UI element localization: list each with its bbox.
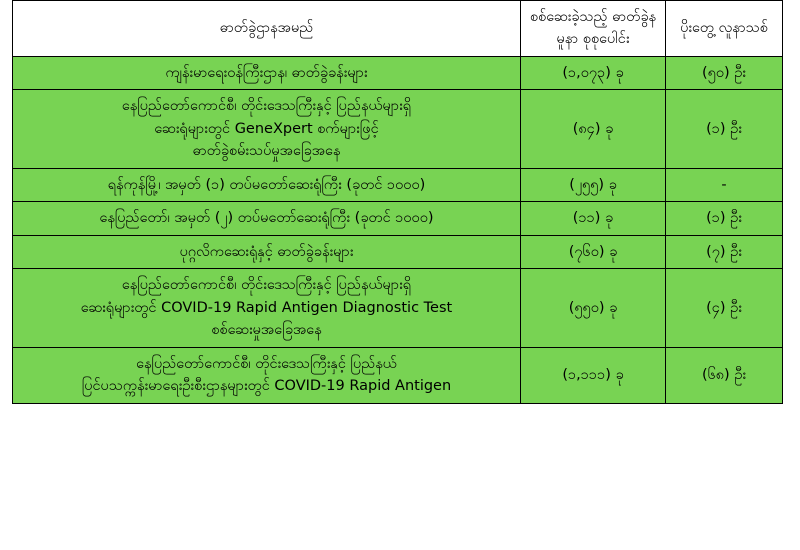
table-row (13, 235, 783, 268)
cell-total-samples: (၂၅၅) ခု (521, 168, 666, 201)
table-header-row (13, 1, 783, 57)
cell-new-cases: (၁) ဦး (666, 90, 783, 168)
cell-total-samples: (၈၄) ခု (521, 90, 666, 168)
lab-name-line: နေပြည်တော်ကောင်စီ၊ တိုင်းဒေသကြီးနှင့် ပြည်နယ် (136, 355, 397, 372)
cell-lab-name (13, 168, 521, 201)
cell-new-cases: (၄) ဦး (666, 269, 783, 347)
table-body (13, 56, 783, 403)
lab-name-line: ပုဂ္ဂလိကဆေးရုံနှင့် ဓာတ်ခွဲခန်းများ (179, 243, 354, 260)
table-row (13, 56, 783, 89)
table-row (13, 168, 783, 201)
cell-total-samples: (၅၅၀) ခု (521, 269, 666, 347)
cell-lab-name (13, 56, 521, 89)
cell-new-cases: (၅၀) ဦး (666, 56, 783, 89)
cell-total-samples: (၁,၀၇၃) ခု (521, 56, 666, 89)
cell-lab-name (13, 235, 521, 268)
cell-total-samples: (၇၆၀) ခု (521, 235, 666, 268)
column-header-new-cases: ပိုးတွေ့ လူနာသစ် (666, 1, 783, 57)
table-row (13, 347, 783, 403)
lab-name-line: ဆေးရုံများတွင် COVID-19 Rapid Antigen Diagnostic Test (80, 299, 453, 316)
cell-lab-name (13, 269, 521, 347)
lab-name-line: ကျန်းမာရေးဝန်ကြီးဌာန၊ ဓာတ်ခွဲခန်းများ (165, 64, 368, 81)
table-row (13, 269, 783, 347)
cell-new-cases: (၇) ဦး (666, 235, 783, 268)
lab-name-line: နေပြည်တော်ကောင်စီ၊ တိုင်းဒေသကြီးနှင့် ပြည်နယ်များရှိ (121, 277, 412, 294)
cell-new-cases: (၆၈) ဦး (666, 347, 783, 403)
lab-results-table (12, 0, 783, 404)
cell-new-cases: - (666, 168, 783, 201)
lab-name-line: ဓာတ်ခွဲစမ်းသပ်မှုအခြေအနေ (192, 143, 341, 160)
table-header (13, 1, 783, 57)
cell-total-samples: (၁၁) ခု (521, 202, 666, 235)
column-header-lab-name: ဓာတ်ခွဲဌာနအမည် (13, 1, 521, 57)
table-row (13, 202, 783, 235)
column-header-total-samples: စစ်ဆေးခဲ့သည့် ဓာတ်ခွဲနမူနာ စုစုပေါင်း (521, 1, 666, 57)
lab-name-line: စစ်ဆေးမှုအခြေအနေ (211, 322, 322, 339)
cell-new-cases: (၁) ဦး (666, 202, 783, 235)
cell-lab-name (13, 347, 521, 403)
lab-name-line: နေပြည်တော်ကောင်စီ၊ တိုင်းဒေသကြီးနှင့် ပြည်နယ်များရှိ (121, 98, 412, 115)
cell-lab-name (13, 202, 521, 235)
lab-name-line: ဆေးရုံများတွင် GeneXpert စက်များဖြင့် (154, 120, 379, 137)
lab-name-line: ရန်ကုန်မြို့၊ အမှတ် (၁) တပ်မတော်ဆေးရုံကြီး (ခုတင် ၁၀၀၀) (107, 176, 426, 193)
lab-name-line: ပြင်ပသက္ကန်းမာရေးဦးစီးဌာနများတွင် COVID-19 Rapid Antigen (81, 378, 452, 395)
cell-total-samples: (၁,၁၁၁) ခု (521, 347, 666, 403)
cell-lab-name (13, 90, 521, 168)
lab-name-line: နေပြည်တော်၊ အမှတ် (၂) တပ်မတော်ဆေးရုံကြီး (ခုတင် ၁၀၀၀) (99, 210, 434, 227)
table-row (13, 90, 783, 168)
